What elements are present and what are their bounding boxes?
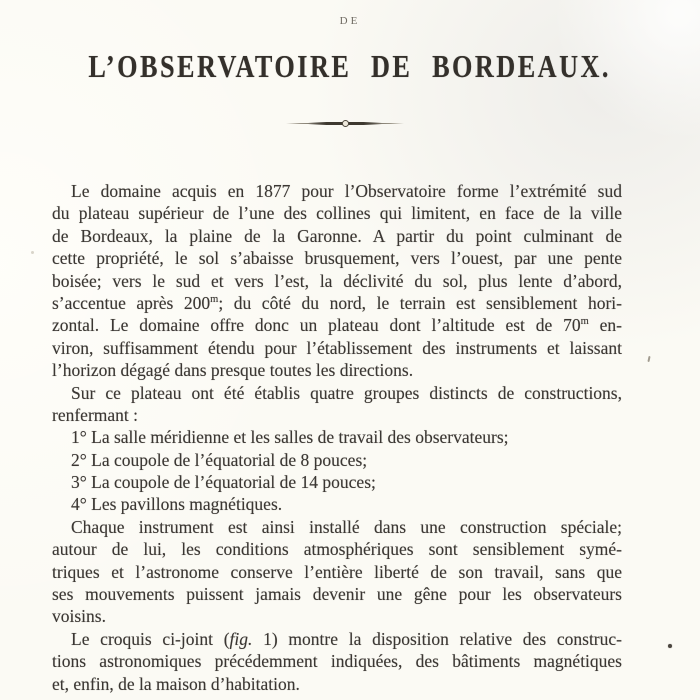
text-line: boisée; vers le sud et vers l’est, la déclivité du sol, plus lente d’abord, bbox=[52, 270, 622, 291]
text-line: renfermant : bbox=[52, 404, 138, 425]
divider-center-ornament bbox=[342, 120, 349, 127]
ink-speck bbox=[668, 644, 672, 648]
text-line: de Bordeaux, la plaine de la Garonne. A partir du point culminant de bbox=[52, 225, 622, 246]
body-text bbox=[52, 180, 622, 695]
section-kicker: DE bbox=[339, 15, 361, 27]
text-line: voisins. bbox=[52, 606, 106, 627]
text-line: autour de lui, les conditions atmosphériques sont sensiblement symé- bbox=[52, 539, 622, 560]
ink-speck bbox=[31, 251, 34, 254]
text-line: s’accentue après 200$^m$; du côté du nord, le terrain est sensiblement hori- bbox=[52, 292, 622, 313]
text-line: Sur ce plateau ont été établis quatre groupes distincts de constructions, bbox=[71, 382, 622, 403]
list-item: 3° La coupole de l’équatorial de 14 pouces; bbox=[71, 472, 376, 493]
list-item: 2° La coupole de l’équatorial de 8 pouces; bbox=[71, 449, 368, 470]
ink-speck bbox=[647, 356, 650, 362]
text-line: ses mouvements puissent jamais devenir une gêne pour les observateurs bbox=[52, 584, 622, 605]
text-line: l’horizon dégagé dans presque toutes les directions. bbox=[52, 360, 414, 381]
list-item: 1° La salle méridienne et les salles de travail des observateurs; bbox=[71, 427, 509, 448]
text-line: du plateau supérieur de l’une des collines qui limitent, en face de la ville bbox=[52, 203, 622, 224]
text-line: tions astronomiques précédemment indiquées, des bâtiments magnétiques bbox=[52, 651, 622, 672]
text-line: Le domaine acquis en 1877 pour l’Observatoire forme l’extrémité sud bbox=[71, 181, 622, 201]
text-line: triques et l’astronome conserve l’entière liberté de son travail, sans que bbox=[52, 561, 622, 582]
text-line: cette propriété, le sol s’abaisse brusquement, vers l’ouest, par une pente bbox=[52, 248, 622, 269]
text-line: Le croquis ci-joint (fig. 1) montre la disposition relative des construc- bbox=[71, 628, 622, 649]
text-line: Chaque instrument est ainsi installé dans une construction spéciale; bbox=[71, 516, 622, 537]
list-item: 4° Les pavillons magnétiques. bbox=[71, 494, 283, 515]
text-line: zontal. Le domaine offre donc un plateau dont l’altitude est de 70$^m$ en- bbox=[52, 315, 622, 336]
ornament-divider bbox=[286, 119, 404, 128]
page-title: L’OBSERVATOIRE DE BORDEAUX. bbox=[88, 48, 612, 84]
text-line: viron, suffisamment étendu pour l’établissement des instruments et laissant bbox=[52, 337, 622, 358]
text-line: et, enfin, de la maison d’habitation. bbox=[52, 673, 300, 694]
page-title-row bbox=[0, 48, 700, 85]
